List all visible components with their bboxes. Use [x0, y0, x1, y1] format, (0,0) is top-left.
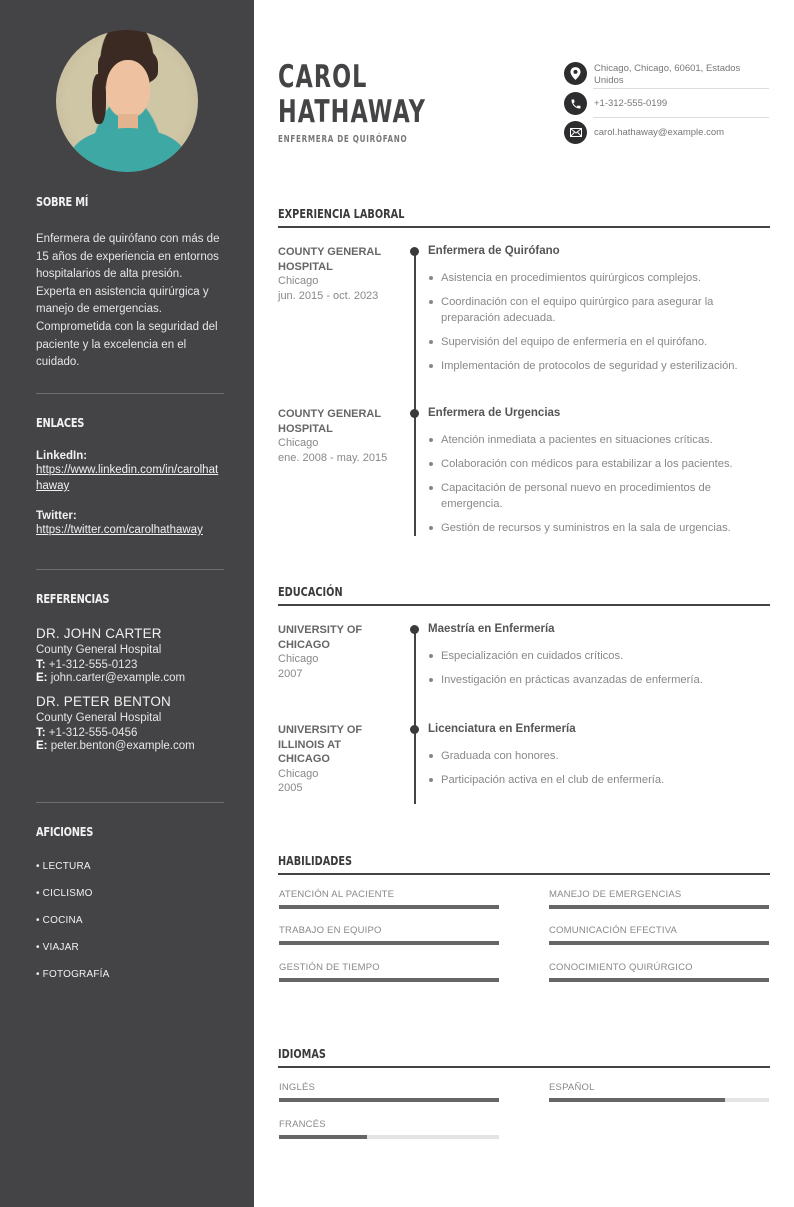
- contact-email: [564, 121, 769, 144]
- language-bar: [279, 1098, 499, 1102]
- skill-label: MANEJO DE EMERGENCIAS: [549, 889, 682, 900]
- graduation-year: 2005: [278, 782, 303, 794]
- employment-dates: jun. 2015 - oct. 2023: [278, 289, 379, 302]
- job-duties: [428, 432, 763, 544]
- about-text: Enfermera de quirófano con más de 15 años de experiencia en entornos hospitalarios de alta presión. Experta en asistencia quirúrgica y manejo de emergencias. Comprometida con la seguridad del paciente y la excelencia en el cuidado.: [36, 233, 220, 369]
- photo-hair-tail: [92, 74, 106, 124]
- detail-item: Investigación en prácticas avanzadas de enfermería.: [428, 672, 763, 688]
- skill-bar: [549, 941, 769, 945]
- envelope-icon: [564, 121, 587, 144]
- skills-title: HABILIDADES: [278, 853, 353, 868]
- duty-item: Gestión de recursos y suministros en la sala de urgencias.: [428, 520, 763, 536]
- duty-item: Implementación de protocolos de seguridad y esterilización.: [428, 358, 763, 374]
- linkedin-link[interactable]: https://www.linkedin.com/in/carolhathaway: [36, 464, 219, 492]
- language-bar: [549, 1098, 769, 1102]
- timeline-dot: [410, 625, 419, 634]
- contact-location: [564, 62, 769, 86]
- detail-item: Especialización en cuidados críticos.: [428, 648, 763, 664]
- job-duties: [428, 270, 763, 382]
- reference-name: DR. JOHN CARTER: [36, 626, 162, 641]
- education-timeline: [414, 630, 416, 804]
- about-section: [36, 195, 224, 372]
- employer-city: Chicago: [278, 437, 319, 449]
- hobby-item: • FOTOGRAFÍA: [36, 969, 110, 980]
- skill-item: [549, 925, 769, 945]
- skill-bar-fill: [279, 941, 499, 945]
- phone-label: T:: [36, 659, 46, 671]
- job-title: ENFERMERA DE QUIRÓFANO: [278, 134, 408, 145]
- photo-face: [106, 60, 150, 118]
- contact-phone: [564, 92, 769, 115]
- language-item: [279, 1082, 499, 1102]
- reference-email-value: john.carter@example.com: [50, 672, 186, 684]
- skill-item: [549, 962, 769, 982]
- candidate-name: [278, 60, 426, 130]
- reference-phone: [36, 659, 224, 671]
- hobby-item: • LECTURA: [36, 861, 91, 872]
- reference-phone-value: +1-312-555-0456: [48, 727, 138, 739]
- skill-bar-fill: [549, 941, 769, 945]
- experience-entry-meta: [278, 245, 398, 303]
- hobbies-list: [36, 861, 224, 996]
- graduation-year: 2007: [278, 667, 303, 680]
- link-item-twitter: [36, 510, 224, 538]
- skill-label: COMUNICACIÓN EFECTIVA: [549, 925, 678, 936]
- hobby-item: • COCINA: [36, 915, 83, 926]
- reference-name: DR. PETER BENTON: [36, 694, 171, 709]
- language-item: [279, 1119, 499, 1139]
- experience-entry-meta: [278, 407, 398, 465]
- degree-name: Licenciatura en Enfermería: [428, 723, 576, 735]
- link-item-linkedin: [36, 450, 224, 494]
- skill-item: [279, 925, 499, 945]
- degree-name: Maestría en Enfermería: [428, 623, 555, 635]
- language-bar-fill: [279, 1098, 499, 1102]
- school-city: Chicago: [278, 767, 319, 780]
- email-label: E:: [36, 672, 48, 684]
- duty-item: Asistencia en procedimientos quirúrgicos complejos.: [428, 270, 763, 286]
- timeline-dot: [410, 409, 419, 418]
- section-divider: [278, 873, 770, 875]
- school-name: UNIVERSITY OF ILLINOIS AT CHICAGO: [278, 724, 363, 765]
- reference-email: [36, 672, 224, 684]
- contact-location-text: Chicago, Chicago, 60601, Estados Unidos: [594, 63, 741, 86]
- school-name: UNIVERSITY OF CHICAGO: [278, 624, 363, 651]
- sidebar: [0, 0, 254, 1207]
- skill-bar-fill: [549, 905, 769, 909]
- references-section: [36, 592, 224, 752]
- photo-scrubs: [70, 128, 186, 172]
- phone-label: T:: [36, 727, 46, 739]
- links-title: ENLACES: [36, 416, 85, 430]
- degree-details: [428, 748, 763, 796]
- contact-phone-text: +1-312-555-0199: [594, 98, 668, 109]
- hobbies-title: AFICIONES: [36, 825, 94, 839]
- reference-item: [36, 626, 224, 684]
- skill-bar: [279, 905, 499, 909]
- education-entry-meta: [278, 623, 378, 681]
- sidebar-divider: [36, 802, 224, 803]
- duty-item: Colaboración con médicos para estabilizar a los pacientes.: [428, 456, 763, 472]
- name-first: CAROL: [278, 59, 368, 95]
- language-label: ESPAÑOL: [549, 1082, 595, 1093]
- skill-label: ATENCIÓN AL PACIENTE: [279, 889, 395, 900]
- experience-timeline: [414, 252, 416, 536]
- timeline-dot: [410, 247, 419, 256]
- hobby-item: • CICLISMO: [36, 888, 93, 899]
- language-label: INGLÉS: [279, 1082, 316, 1093]
- phone-icon: [564, 92, 587, 115]
- skill-label: TRABAJO EN EQUIPO: [279, 925, 382, 936]
- employer-name: COUNTY GENERAL HOSPITAL: [278, 408, 381, 435]
- skill-bar: [279, 941, 499, 945]
- contact-divider: [593, 88, 769, 89]
- language-bar-fill: [279, 1135, 367, 1139]
- timeline-dot: [410, 725, 419, 734]
- reference-org: County General Hospital: [36, 712, 162, 724]
- languages-title: IDIOMAS: [278, 1046, 326, 1061]
- detail-item: Graduada con honores.: [428, 748, 763, 764]
- map-pin-icon: [564, 62, 587, 85]
- detail-item: Participación activa en el club de enfermería.: [428, 772, 763, 788]
- duty-item: Capacitación de personal nuevo en procedimientos de emergencia.: [428, 480, 763, 512]
- contact-divider: [593, 117, 769, 118]
- links-section: [36, 416, 224, 538]
- email-label: E:: [36, 740, 48, 752]
- duty-item: Atención inmediata a pacientes en situaciones críticas.: [428, 432, 763, 448]
- language-item: [549, 1082, 769, 1102]
- link-label: Twitter:: [36, 510, 77, 522]
- references-title: REFERENCIAS: [36, 592, 110, 606]
- skill-bar: [279, 978, 499, 982]
- education-title: EDUCACIÓN: [278, 584, 343, 599]
- skill-bar-fill: [279, 978, 499, 982]
- skill-bar: [549, 905, 769, 909]
- job-role: Enfermera de Quirófano: [428, 245, 560, 257]
- skill-label: CONOCIMIENTO QUIRÚRGICO: [549, 962, 693, 973]
- section-divider: [278, 1066, 770, 1068]
- job-role: Enfermera de Urgencias: [428, 407, 561, 419]
- twitter-link[interactable]: https://twitter.com/carolhathaway: [36, 524, 203, 536]
- link-label: LinkedIn:: [36, 450, 88, 462]
- duty-item: Coordinación con el equipo quirúrgico para asegurar la preparación adecuada.: [428, 294, 763, 326]
- reference-item: [36, 694, 224, 752]
- language-bar-fill: [549, 1098, 725, 1102]
- education-entry-meta: [278, 723, 378, 796]
- skill-bar-fill: [549, 978, 769, 982]
- contact-block: [564, 62, 769, 144]
- reference-phone: [36, 727, 224, 739]
- reference-phone-value: +1-312-555-0123: [48, 659, 138, 671]
- language-bar: [279, 1135, 499, 1139]
- about-title: SOBRE MÍ: [36, 195, 89, 209]
- sidebar-divider: [36, 569, 224, 570]
- section-divider: [278, 226, 770, 228]
- language-label: FRANCÉS: [279, 1119, 326, 1130]
- hobbies-section: [36, 825, 224, 996]
- skill-item: [279, 962, 499, 982]
- reference-email-value: peter.benton@example.com: [50, 740, 195, 752]
- employment-dates: ene. 2008 - may. 2015: [278, 451, 388, 464]
- duty-item: Supervisión del equipo de enfermería en el quirófano.: [428, 334, 763, 350]
- contact-email-text: carol.hathaway@example.com: [594, 127, 725, 138]
- skill-item: [279, 889, 499, 909]
- sidebar-divider: [36, 393, 224, 394]
- employer-city: Chicago: [278, 275, 319, 287]
- profile-photo: [56, 30, 198, 172]
- reference-email: [36, 740, 224, 752]
- hobby-item: • VIAJAR: [36, 942, 79, 953]
- degree-details: [428, 648, 763, 696]
- skill-bar: [549, 978, 769, 982]
- skill-bar-fill: [279, 905, 499, 909]
- skill-label: GESTIÓN DE TIEMPO: [279, 962, 380, 973]
- school-city: Chicago: [278, 653, 319, 665]
- reference-org: County General Hospital: [36, 644, 162, 656]
- skill-item: [549, 889, 769, 909]
- name-last: HATHAWAY: [278, 94, 426, 130]
- employer-name: COUNTY GENERAL HOSPITAL: [278, 246, 381, 273]
- section-divider: [278, 604, 770, 606]
- experience-title: EXPERIENCIA LABORAL: [278, 206, 405, 221]
